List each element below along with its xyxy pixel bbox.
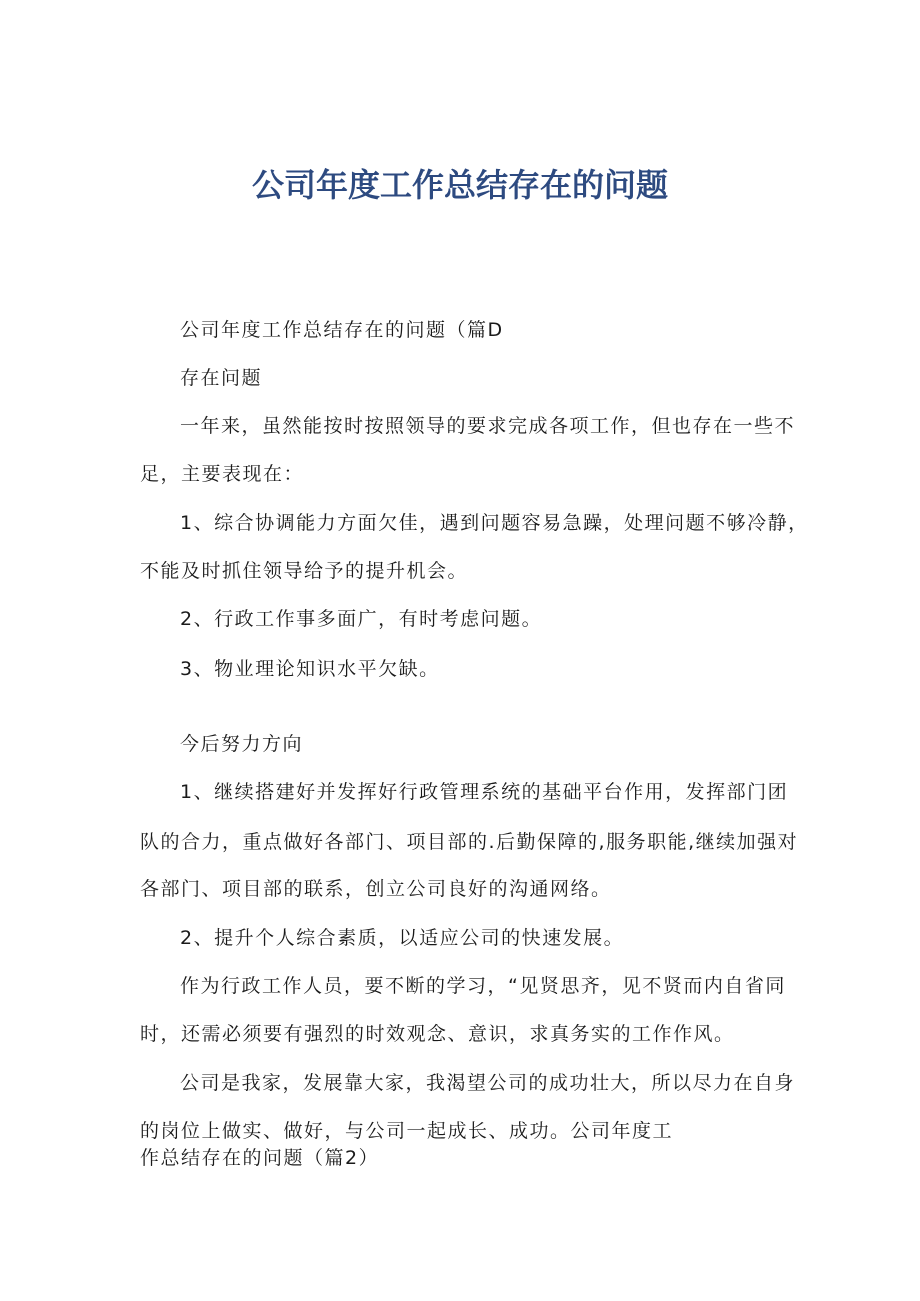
paragraph-line: 不能及时抓住领导给予的提升机会。 xyxy=(140,560,469,582)
subheading-existing-problems: 存在问题 xyxy=(180,367,263,389)
paragraph-line: 1、继续搭建好并发挥好行政管理系统的基础平台作用，发挥部门团 xyxy=(180,781,789,803)
paragraph-line: 一年来，虽然能按时按照领导的要求完成各项工作，但也存在一些不 xyxy=(180,415,796,437)
paragraph-line: 公司是我家，发展靠大家，我渴望公司的成功壮大，所以尽力在自身 xyxy=(180,1072,796,1094)
paragraph-line: 作为行政工作人员，要不断的学习，“见贤思齐，见不贤而内自省同 xyxy=(180,975,786,997)
paragraph-line: 2、行政工作事多面广，有时考虑问题。 xyxy=(180,608,543,630)
paragraph-line: 各部门、项目部的联系，创立公司良好的沟通网络。 xyxy=(140,878,612,900)
document-title: 公司年度工作总结存在的问题 xyxy=(251,166,668,204)
subheading-future-direction: 今后努力方向 xyxy=(180,733,304,755)
paragraph-line: 1、综合协调能力方面欠佳，遇到问题容易急躁，处理问题不够冷静， xyxy=(180,512,809,534)
paragraph-line: 3、物业理论知识水平欠缺。 xyxy=(180,658,440,680)
paragraph-line: 时，还需必须要有强烈的时效观念、意识，求真务实的工作作风。 xyxy=(140,1023,735,1045)
section-heading-part2: 作总结存在的问题（篇2） xyxy=(140,1147,380,1169)
paragraph-line: 2、提升个人综合素质，以适应公司的快速发展。 xyxy=(180,927,625,949)
paragraph-line: 足，主要表现在： xyxy=(140,463,305,485)
paragraph-line: 的岗位上做实、做好，与公司一起成长、成功。公司年度工 xyxy=(140,1120,674,1142)
paragraph-line: 队的合力，重点做好各部门、项目部的.后勤保障的,服务职能,继续加强对 xyxy=(140,831,799,853)
section-heading-part1: 公司年度工作总结存在的问题（篇D xyxy=(180,319,504,341)
